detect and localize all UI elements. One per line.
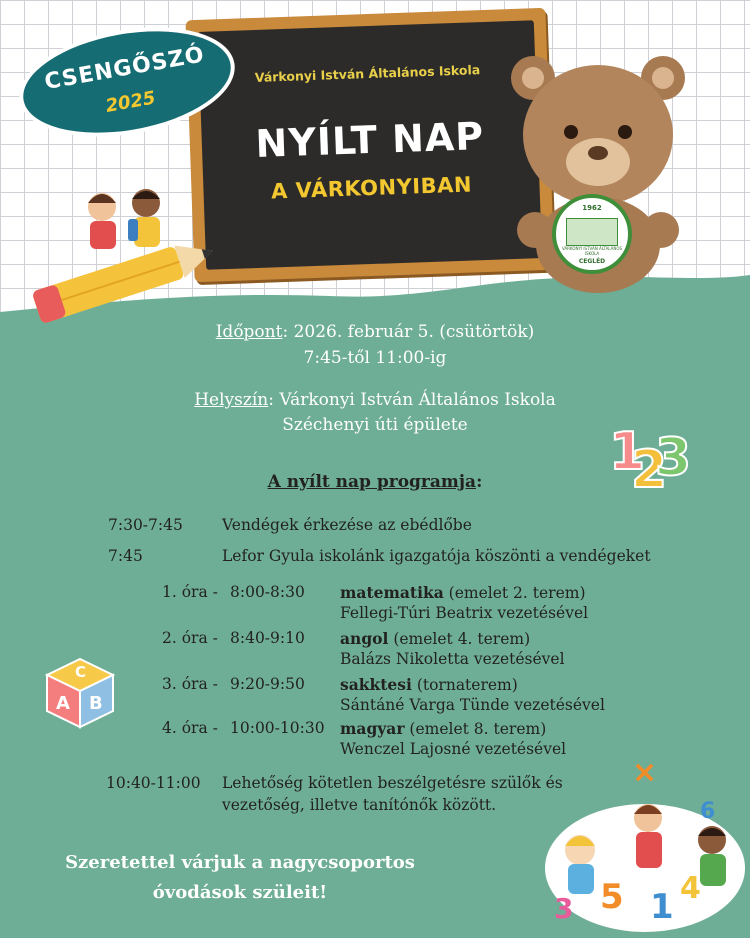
lesson-subject-line: matematika (emelet 2. terem) bbox=[340, 583, 586, 602]
abc-cube-icon: C A B bbox=[45, 657, 115, 729]
lesson-number: 2. óra - bbox=[162, 629, 218, 647]
welcome-time: 7:45 bbox=[108, 547, 143, 565]
lesson-teacher: Sántáné Varga Tünde vezetésével bbox=[340, 696, 605, 714]
chalkboard-surface bbox=[198, 20, 542, 270]
svg-text:6: 6 bbox=[700, 799, 716, 824]
svg-text:4: 4 bbox=[680, 871, 701, 906]
svg-text:×: × bbox=[632, 758, 658, 790]
logo-city: CEGLÉD bbox=[578, 258, 606, 265]
lesson-teacher: Wenczel Lajosné vezetésével bbox=[340, 740, 567, 758]
talk-text-line2: vezetőség, illetve tanítónők között. bbox=[222, 796, 497, 814]
lesson-subject-line: sakktesi (tornaterem) bbox=[340, 675, 518, 694]
lesson-subject-line: angol (emelet 4. terem) bbox=[340, 629, 531, 648]
talk-text-line1: Lehetőség kötetlen beszélgetésre szülők és bbox=[222, 774, 563, 792]
badge-year: 2025 bbox=[104, 87, 158, 117]
lesson-time: 9:20-9:50 bbox=[230, 675, 305, 693]
lesson-number: 3. óra - bbox=[162, 675, 218, 693]
time-label: Időpont bbox=[215, 322, 283, 342]
school-building-icon bbox=[566, 218, 618, 246]
logo-school-name: VÁRKONYI ISTVÁN ÁLTALÁNOS ISKOLA bbox=[561, 246, 623, 256]
lesson-teacher: Balázs Nikoletta vezetésével bbox=[340, 650, 565, 668]
arrival-time: 7:30-7:45 bbox=[108, 516, 183, 534]
kids-with-numbers-illustration bbox=[540, 758, 745, 936]
place-building: Széchenyi úti épülete bbox=[282, 415, 468, 435]
svg-text:5: 5 bbox=[600, 877, 624, 917]
place-line bbox=[0, 390, 750, 410]
lesson-number: 4. óra - bbox=[162, 719, 218, 737]
closing-line1: Szeretettel várjuk a nagycsoportos bbox=[65, 852, 415, 873]
badge-title: CSENGŐSZÓ bbox=[42, 42, 207, 96]
lesson-subject-line: magyar (emelet 8. terem) bbox=[340, 719, 547, 738]
closing-line2: óvodások szüleit! bbox=[152, 882, 328, 903]
lesson-time: 10:00-10:30 bbox=[230, 719, 325, 737]
place-label: Helyszín bbox=[194, 390, 269, 410]
lesson-time: 8:00-8:30 bbox=[230, 583, 305, 601]
place-value: : Várkonyi István Általános Iskola bbox=[268, 390, 556, 410]
time-value: : 2026. február 5. (csütörtök) bbox=[282, 322, 535, 342]
chalkboard bbox=[186, 8, 555, 282]
lesson-time: 8:40-9:10 bbox=[230, 629, 305, 647]
time-range: 7:45-től 11:00-ig bbox=[303, 348, 447, 368]
page-title: NYÍLT NAP bbox=[254, 114, 485, 166]
page-subtitle: A VÁRKONYIBAN bbox=[270, 172, 473, 204]
arrival-text: Vendégek érkezése az ebédlőbe bbox=[222, 516, 472, 534]
lesson-number: 1. óra - bbox=[162, 583, 218, 601]
logo-year: 1962 bbox=[582, 204, 602, 212]
svg-text:1: 1 bbox=[650, 887, 674, 927]
time-line bbox=[0, 322, 750, 342]
school-logo bbox=[552, 194, 632, 274]
school-name: Várkonyi István Általános Iskola bbox=[254, 62, 481, 85]
program-heading: A nyílt nap programja: bbox=[267, 472, 483, 492]
lesson-teacher: Fellegi-Túri Beatrix vezetésével bbox=[340, 604, 589, 622]
talk-time: 10:40-11:00 bbox=[106, 774, 201, 792]
svg-text:3: 3 bbox=[554, 892, 574, 925]
welcome-text: Lefor Gyula iskolánk igazgatója köszönti a vendégeket bbox=[222, 547, 651, 565]
kids-on-pencil-illustration bbox=[14, 185, 234, 325]
numbers-123-icon: 1 2 3 bbox=[609, 422, 692, 500]
